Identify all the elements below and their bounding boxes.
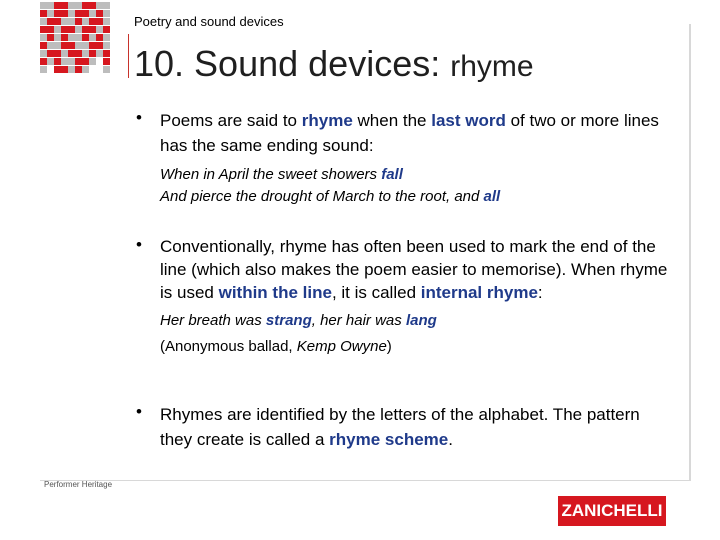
logo-tile (68, 2, 75, 9)
logo-tile (89, 2, 96, 9)
source-text: (Anonymous ballad, (160, 338, 297, 355)
logo-tile (82, 34, 89, 41)
logo-tile (40, 66, 47, 73)
logo-tile (75, 58, 82, 65)
quote-line (160, 186, 676, 208)
logo-tile (75, 2, 82, 9)
logo-tile (96, 10, 103, 17)
logo-tile (61, 26, 68, 33)
logo-tile (82, 50, 89, 57)
logo-tile (75, 34, 82, 41)
logo-tile (61, 2, 68, 9)
logo-tile (82, 2, 89, 9)
title-main: 10. Sound devices: (134, 43, 441, 84)
logo-tile (75, 10, 82, 17)
page-title (134, 43, 534, 85)
logo-tile (54, 26, 61, 33)
logo-tile (103, 10, 110, 17)
text-run: , it is called (331, 283, 421, 302)
logo-tile (61, 34, 68, 41)
logo-tile (40, 18, 47, 25)
logo-tile (54, 42, 61, 49)
logo-tile (103, 50, 110, 57)
highlight-within-line: within the line (218, 283, 332, 302)
logo-tile (103, 42, 110, 49)
logo-tile (96, 2, 103, 9)
footer-book-title: Performer Heritage (44, 480, 113, 489)
logo-tile (82, 26, 89, 33)
logo-tile (61, 42, 68, 49)
logo-tile (47, 58, 54, 65)
logo-tile (68, 34, 75, 41)
title-sub: rhyme (450, 50, 534, 83)
quote-text: Her breath was (160, 312, 266, 329)
logo-tile (103, 18, 110, 25)
text-run: Rhymes are identified by the letters of the alphabet. The pattern they create is called a (160, 405, 640, 449)
logo-tile (96, 42, 103, 49)
frame-right-border (689, 24, 691, 480)
logo-tile (103, 66, 110, 73)
logo-tile (82, 66, 89, 73)
logo-tile (75, 66, 82, 73)
bullet-dot: • (136, 108, 142, 127)
title-divider (128, 34, 129, 78)
quote-text: And pierce the drought of March to the root, and (160, 188, 484, 205)
logo-tile (103, 58, 110, 65)
logo-tile (82, 42, 89, 49)
bullet-2-text (160, 235, 676, 304)
logo-tile (75, 42, 82, 49)
text-run: when the (352, 111, 432, 130)
quote-source (160, 336, 676, 358)
logo-tile (47, 26, 54, 33)
logo-tile (75, 50, 82, 57)
logo-tile (54, 34, 61, 41)
logo-tile (54, 66, 61, 73)
logo-tile (96, 34, 103, 41)
logo-tile (40, 58, 47, 65)
logo-tile (68, 42, 75, 49)
quote-rhyme-word: fall (381, 166, 403, 183)
logo-tile (89, 26, 96, 33)
logo-tile (61, 18, 68, 25)
logo-tile (89, 10, 96, 17)
source-text: ) (386, 338, 392, 355)
bullet-item-2 (136, 235, 676, 358)
logo-tile (75, 26, 82, 33)
text-run: Poems are said to (160, 111, 302, 130)
logo-tile (82, 10, 89, 17)
logo-tile (68, 18, 75, 25)
logo-tile (89, 50, 96, 57)
logo-tile (96, 50, 103, 57)
bullet-3-text (160, 402, 676, 452)
highlight-internal-rhyme: internal rhyme (420, 283, 538, 302)
logo-tile (82, 58, 89, 65)
text-run: : (537, 283, 543, 302)
logo-tile (103, 26, 110, 33)
logo-tile (103, 2, 110, 9)
quote-rhyme-word: all (483, 188, 501, 205)
logo-tile (68, 10, 75, 17)
highlight-rhyme: rhyme (301, 111, 353, 130)
logo-tile (47, 42, 54, 49)
frame-bottom-border (40, 480, 691, 481)
logo-tile (89, 18, 96, 25)
logo-tile (61, 50, 68, 57)
quote-text: When in April the sweet showers (160, 166, 382, 183)
logo-tile (68, 50, 75, 57)
logo-tile (68, 66, 75, 73)
logo-tile (82, 18, 89, 25)
logo-tile (40, 2, 47, 9)
source-title: Kemp Owyne (296, 338, 387, 355)
logo-tile (54, 10, 61, 17)
logo-tile (96, 26, 103, 33)
logo-tile (47, 50, 54, 57)
quote-line (160, 310, 676, 332)
quote-text: , her hair was (311, 312, 406, 329)
logo-tile (89, 58, 96, 65)
section-label: Poetry and sound devices (134, 14, 284, 29)
logo-tile (47, 34, 54, 41)
logo-tile (54, 58, 61, 65)
logo-tile (68, 58, 75, 65)
bullet-dot: • (136, 235, 142, 254)
quote-rhyme-word: strang (265, 312, 312, 329)
bullet-item-3 (136, 402, 676, 452)
logo-tile (40, 50, 47, 57)
logo-tile (40, 10, 47, 17)
logo-tile (40, 42, 47, 49)
highlight-last-word: last word (431, 111, 506, 130)
logo-tile (89, 42, 96, 49)
text-run: of two or more lines has the same ending sound: (160, 111, 659, 155)
logo-tile (47, 18, 54, 25)
bullet-dot: • (136, 402, 142, 421)
logo-tile (40, 26, 47, 33)
publisher-logo: ZANICHELLI (558, 496, 666, 526)
logo-tile (40, 34, 47, 41)
logo-tile (54, 18, 61, 25)
quote-rhyme-word: lang (405, 312, 437, 329)
logo-tile (54, 50, 61, 57)
logo-tile (54, 2, 61, 9)
logo-tile (61, 10, 68, 17)
logo-tile (47, 10, 54, 17)
logo-tile (68, 26, 75, 33)
logo-tile (103, 34, 110, 41)
logo-mosaic (40, 2, 112, 78)
text-run: . (448, 430, 453, 449)
bullet-item-1 (136, 108, 676, 208)
logo-tile (61, 58, 68, 65)
logo-tile (75, 18, 82, 25)
quote-line (160, 164, 676, 186)
highlight-rhyme-scheme: rhyme scheme (329, 430, 449, 449)
logo-tile (61, 66, 68, 73)
text-run: Conventionally, rhyme has often been used to mark the end of the line (which also makes the poem easier to memorise). When rhyme is used (160, 237, 668, 302)
logo-tile (89, 34, 96, 41)
logo-tile (96, 18, 103, 25)
bullet-1-text (160, 108, 676, 158)
logo-tile (47, 2, 54, 9)
